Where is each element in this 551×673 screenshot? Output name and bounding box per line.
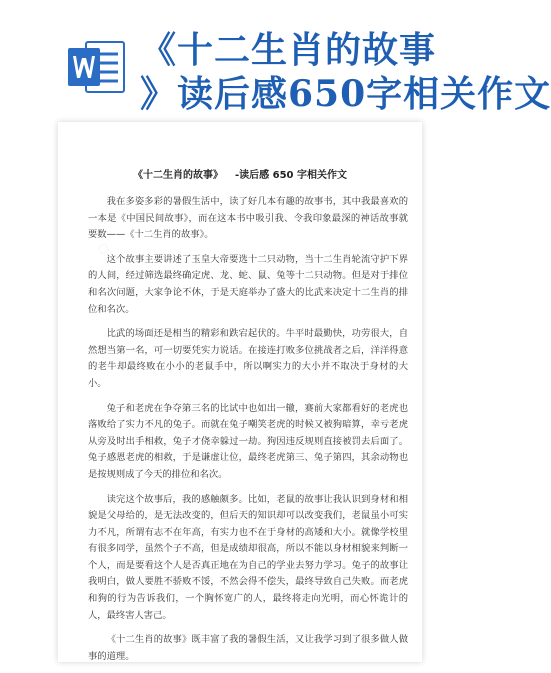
watermark: ▢ xyxy=(95,240,111,257)
paragraph: 我在多姿多彩的暑假生活中，读了好几本有趣的故事书，其中我最喜欢的一本是《中国民间故事》，而在这本书中吸引我、令我印象最深的神话故事就要数——《十二生肖的故事》。 xyxy=(88,196,408,241)
document-title xyxy=(58,166,422,181)
document-title-suffix: -读后感 650 字相关作文 xyxy=(235,170,347,181)
banner-title-line2: 》读后感650字相关作文 xyxy=(140,73,551,115)
paragraph: 读完这个故事后，我的感触颇多。比如，老鼠的故事让我认识到身材和相貌是父母给的，是无法改变的，但后天的知识却可以改变我们，老鼠虽小可实力不凡，所谓有志不在年高，有实力也不在于身材的高矮和大小。就像学校里有很多同学，虽然个子不高，但是成绩却很高，所以不能以身材相貌来判断一个人，而是要看这个人是否真正地在为自己的学业去努力学习。兔子的故事让我明白，做人要胜不骄败不馁，不然会得不偿失，最终导致自己失败。而老虎和狗的行为告诉我们，一个胸怀宽广的人，最终将走向光明，而心怀诡计的人，最终害人害己。 xyxy=(88,493,408,621)
banner-title xyxy=(140,28,551,116)
document-title-main: 《十二生肖的故事》 xyxy=(133,170,223,181)
paragraph: 比武的场面还是相当的精彩和跌宕起伏的。牛平时最勤快，功劳很大，自然想当第一名，可一切要凭实力说话。在接连打败多位挑战者之后，洋洋得意的老牛却最终败在小小的老鼠手中，所以啊实力的大小并不取决于身材的大小。 xyxy=(88,328,408,389)
banner-title-line1: 《十二生肖的故事 xyxy=(140,29,437,71)
word-doc-icon xyxy=(66,38,126,96)
document-page xyxy=(58,122,422,662)
paragraph: 这个故事主要讲述了玉皇大帝要选十二只动物，当十二生肖轮流守护下界的人间，经过筛选最终确定虎、龙、蛇、鼠、兔等十二只动物。但是对于排位和名次问题，大家争论不休，于是天庭举办了盛大的比武来决定十二生肖的排位和名次。 xyxy=(88,253,408,315)
paragraph: 《十二生肖的故事》既丰富了我的暑假生活，又让我学习到了很多做人做事的道理。 xyxy=(88,634,408,662)
header-banner xyxy=(0,0,551,118)
document-body xyxy=(88,194,408,673)
paragraph: 兔子和老虎在争夺第三名的比试中也如出一辙，赛前大家都看好的老虎也落败给了实力不凡的兔子。而就在兔子嘲笑老虎的时候又被狗暗算，幸亏老虎从旁及时出手相救，兔子才侥幸躲过一劫。狗因违反规则直接被罚去后面了。兔子感恩老虎的相救，于是谦虚让位，最终老虎第三、兔子第四，其余动物也是按规则成了今天的排位和名次。 xyxy=(88,402,408,480)
